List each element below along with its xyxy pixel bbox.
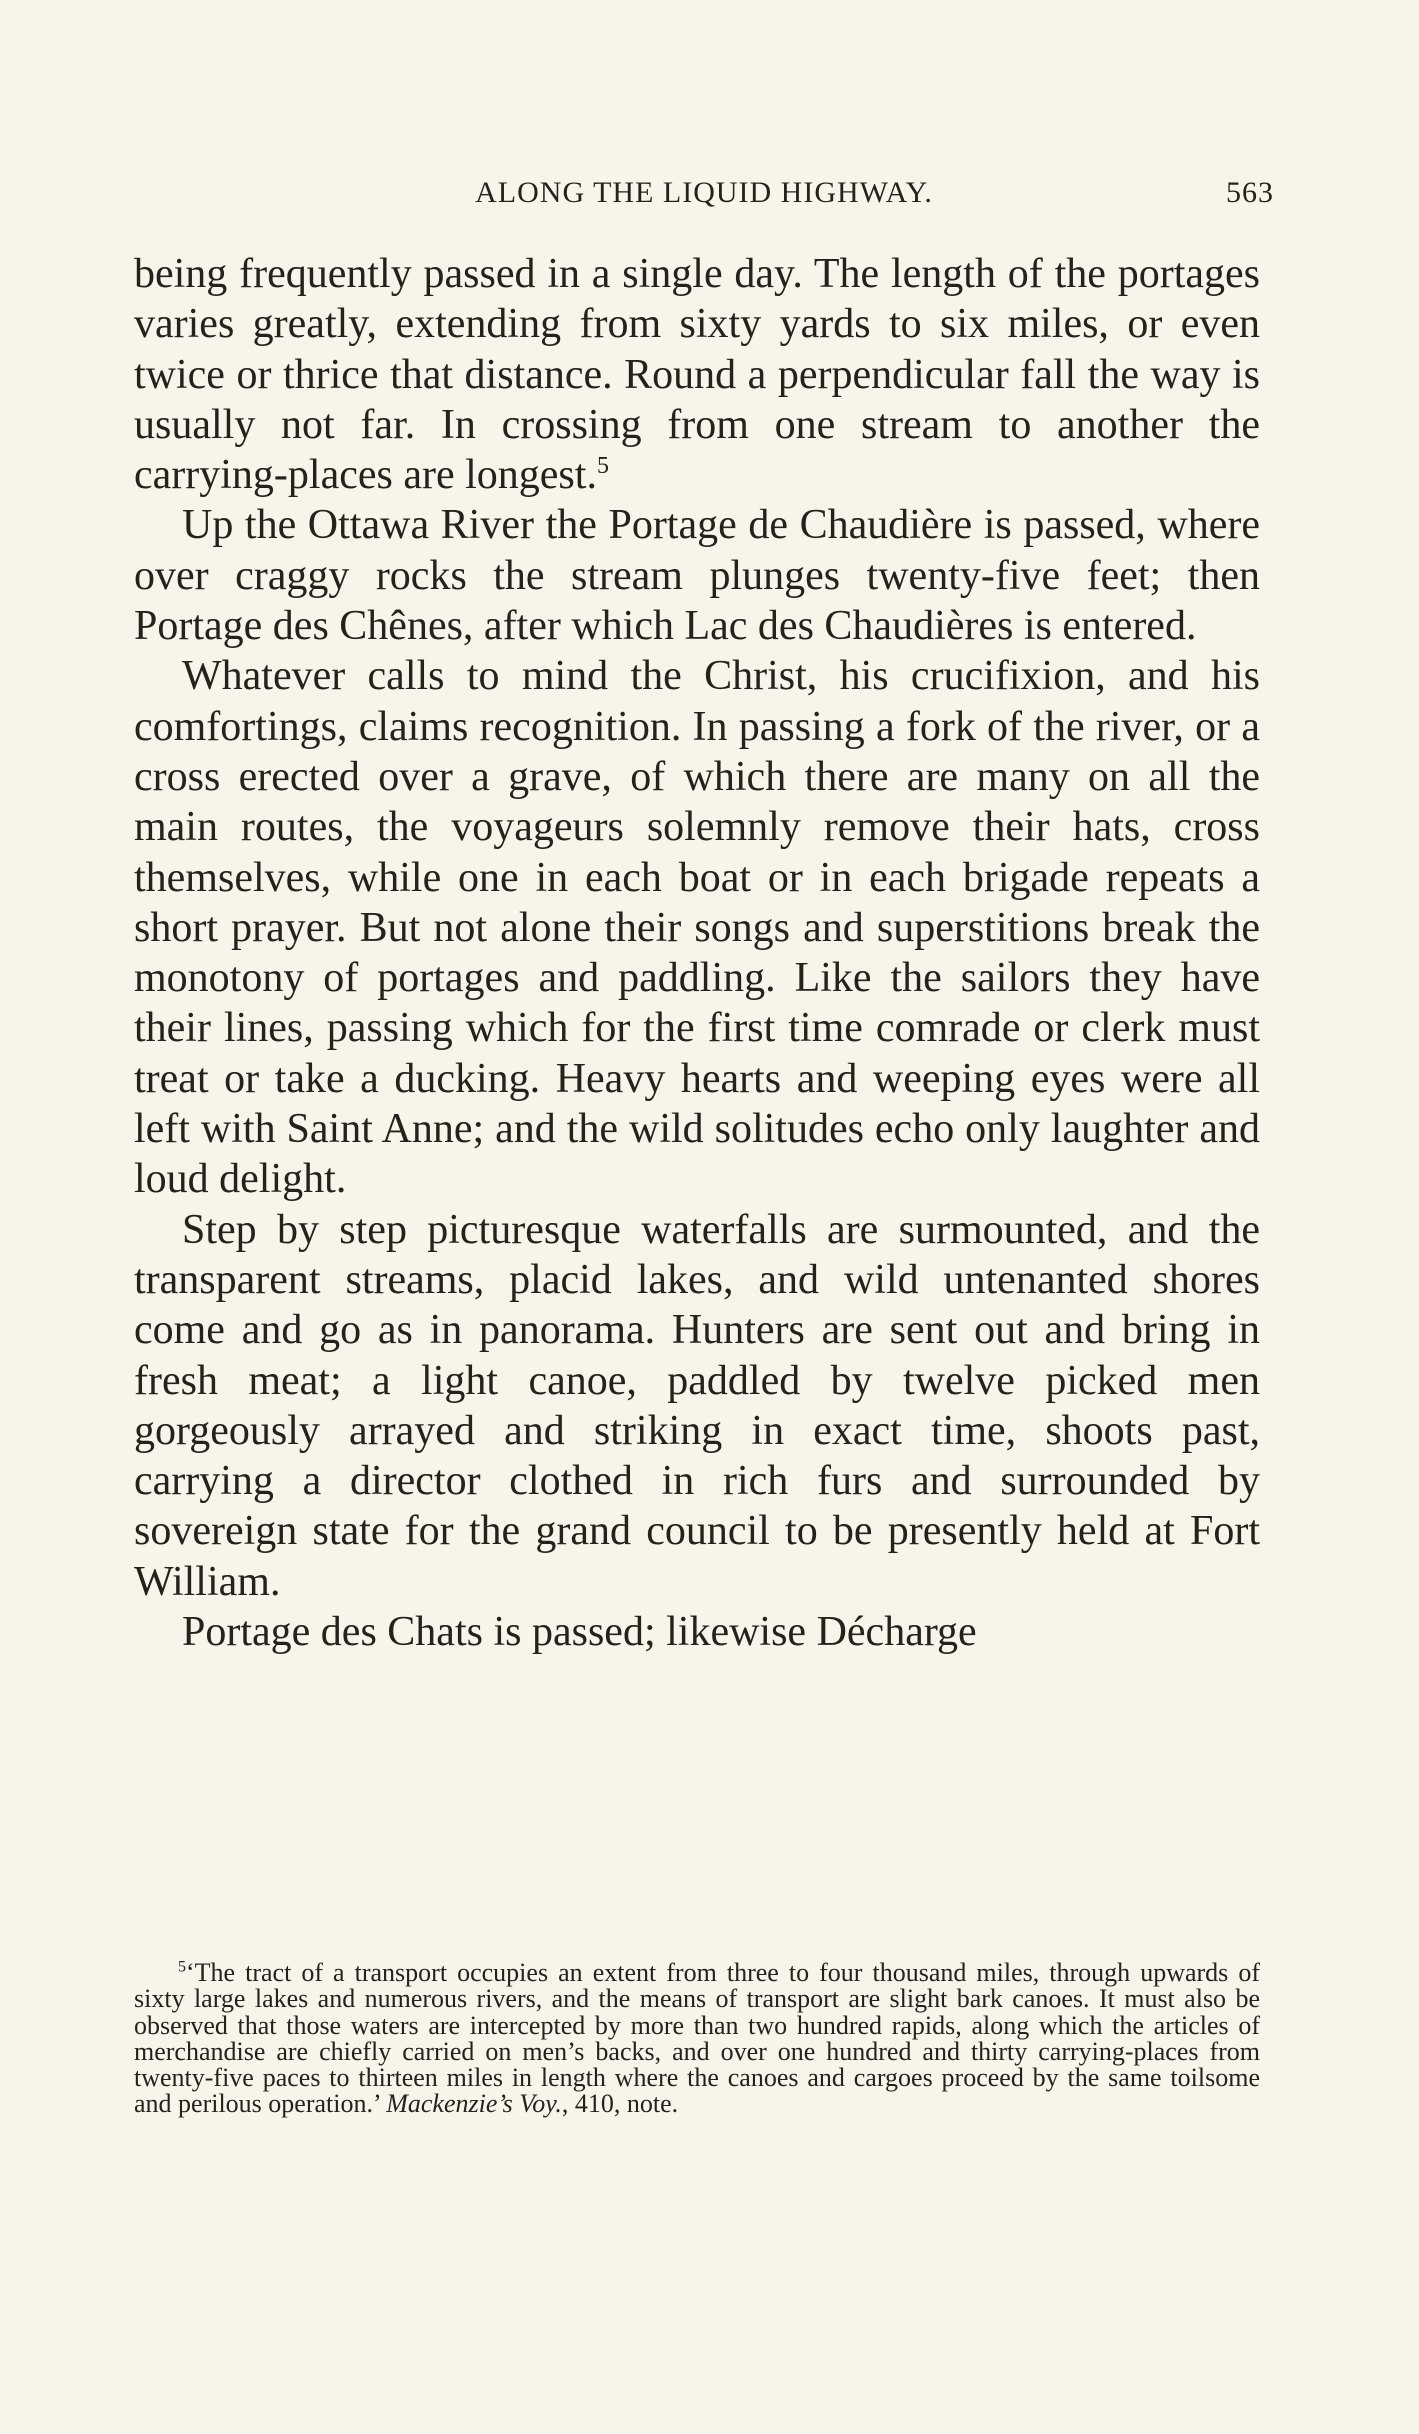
page-number: 563: [1226, 176, 1274, 209]
running-head: [134, 176, 1274, 216]
paragraph-5: Portage des Chats is passed; likewise Décharge: [182, 1609, 977, 1656]
body-text: [134, 249, 1260, 1657]
footnote-paragraph: [134, 1960, 1260, 2118]
paragraph-4: Step by step picturesque waterfalls are surmounted, and the transparent streams, placid lakes, and wild untenanted shores come and go as in panorama. Hunters are sent out and bring in fresh meat; a light canoe, paddled by twelve picked men gorgeously arrayed and striking in exact time, shoots past, carrying a director clothed in rich furs and surrounded by sovereign state for the grand council to be presently held at Fort William.: [134, 1206, 1260, 1605]
footnote-tail: , 410, note.: [561, 2089, 679, 2119]
paragraph-3: Whatever calls to mind the Christ, his crucifixion, and his comfortings, claims recognition. In passing a fork of the river, or a cross erected over a grave, of which there are many on all the main routes, the voyageurs solemnly remove their hats, cross themselves, while one in each boat or in each brigade repeats a short prayer. But not alone their songs and superstitions break the monotony of portages and paddling. Like the sailors they have their lines, passing which for the first time comrade or clerk must treat or take a ducking. Heavy hearts and weeping eyes were all left with Saint Anne; and the wild solitudes echo only laughter and loud delight.: [134, 653, 1260, 1203]
paragraph-2: Up the Ottawa River the Portage de Chaudière is passed, where over craggy rocks the stream plunges twenty-five feet; then Portage des Chênes, after which Lac des Chaudières is entered.: [134, 502, 1260, 650]
footnote-mark: 5: [178, 1958, 186, 1976]
paragraph-1-text: being frequently passed in a single day. The length of the portages varies greatly, extending from sixty yards to six miles, or even twice or thrice that distance. Round a perpendicular fall the way is usually not far. In crossing from one stream to another the carrying-places are longest.: [134, 251, 1260, 499]
footnote-citation: Mackenzie’s Voy.: [386, 2089, 562, 2119]
footnote-text: ‘The tract of a transport occupies an extent from three to four thousand miles, through upwards of sixty large lakes and numerous rivers, and the means of transport are slight bark canoes. It must also be observed that those waters are intercepted by more than two hundred rapids, along which the articles of merchandise are chiefly carried on men’s backs, and over one hundred and thirty carrying-places from twenty-five paces to thirteen miles in length where the canoes and cargoes proceed by the same toilsome and perilous operation.’: [134, 1958, 1260, 2119]
footnote: [134, 1960, 1260, 2118]
running-title: ALONG THE LIQUID HIGHWAY.: [475, 176, 933, 209]
footnote-reference: 5: [596, 453, 609, 480]
paragraph-1: [134, 249, 1260, 500]
